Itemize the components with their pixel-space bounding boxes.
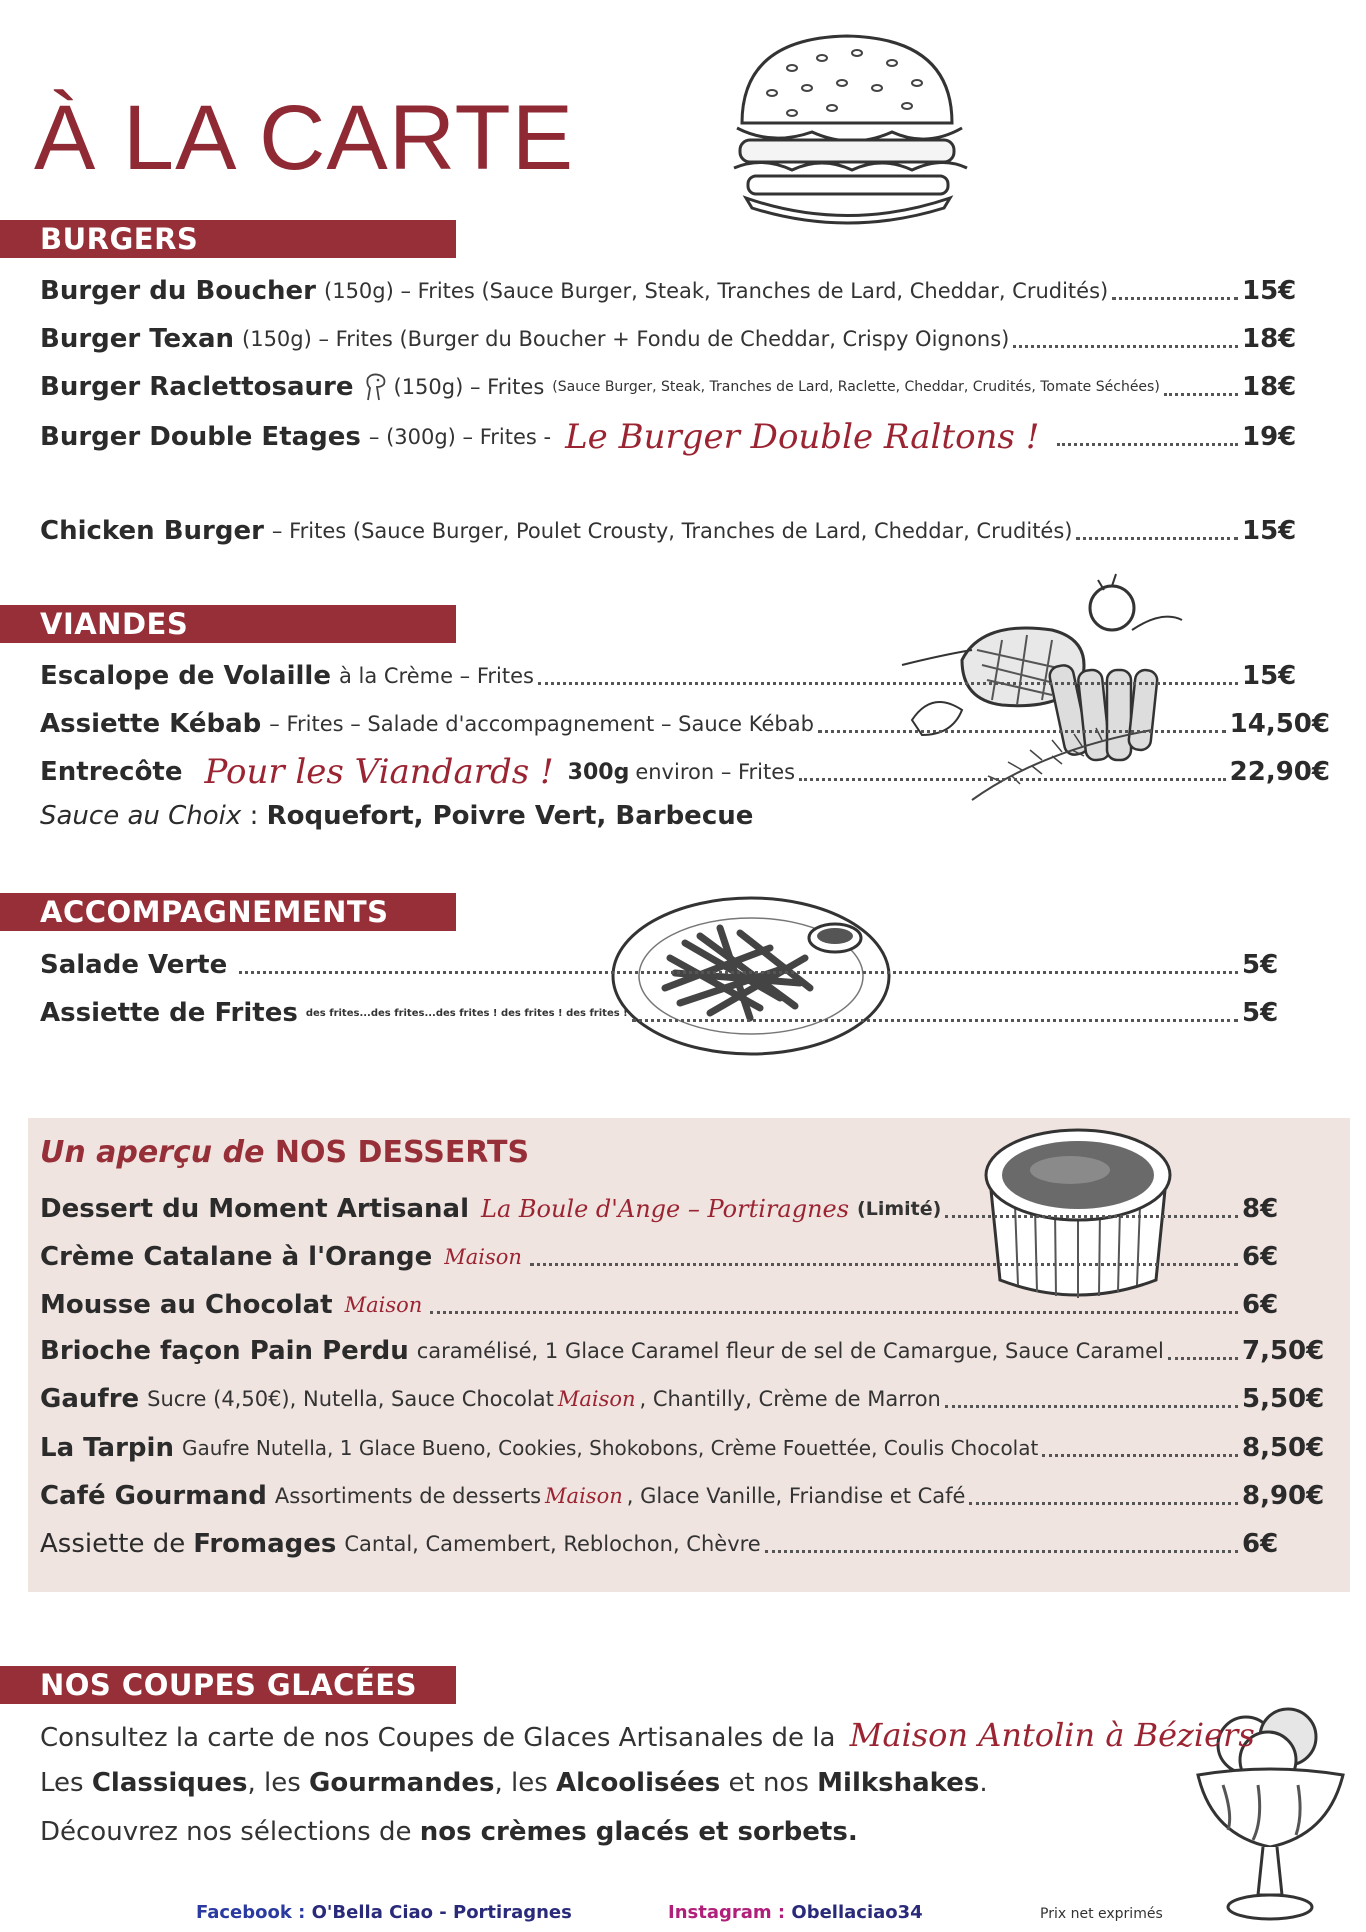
item-price: 8,90€ [1242, 1481, 1325, 1511]
menu-item [40, 704, 1330, 744]
item-desc: caramélisé, 1 Glace Caramel fleur de sel de Camargue, Sauce Caramel [416, 1339, 1164, 1363]
item-desc: Assortiments de desserts [274, 1484, 542, 1508]
burger-illustration [712, 28, 982, 228]
leader-dots [945, 1405, 1238, 1408]
sauce-values: Roquefort, Poivre Vert, Barbecue [266, 801, 754, 831]
item-price: 5€ [1242, 950, 1279, 980]
item-desc: – (300g) – Frites - [368, 425, 552, 449]
menu-item [40, 656, 1330, 696]
menu-item [40, 993, 1330, 1033]
coupes-bold: Alcoolisées [556, 1768, 721, 1798]
item-limited: (Limité) [857, 1198, 942, 1220]
item-price: 18€ [1242, 324, 1297, 354]
item-price: 8€ [1242, 1194, 1279, 1224]
item-desc-small: (Sauce Burger, Steak, Tranches de Lard, Raclette, Cheddar, Crudités, Tomate Séchées) [552, 379, 1160, 395]
item-desc: à la Crème – Frites [338, 664, 534, 688]
menu-item [40, 1234, 1330, 1280]
item-price: 18€ [1242, 372, 1297, 402]
coupes-text: , les [247, 1768, 301, 1798]
menu-item [40, 1186, 1330, 1232]
leader-dots [1112, 297, 1238, 300]
menu-item [40, 1379, 1330, 1419]
leader-dots [632, 1019, 1238, 1022]
page-title: À LA CARTE [34, 87, 575, 189]
item-name: Burger Texan [40, 324, 235, 354]
leader-dots [1164, 393, 1238, 396]
item-desc-extra: , Glace Vanille, Friandise et Café [626, 1484, 966, 1508]
item-desc: – Frites – Salade d'accompagnement – Sauce Kébab [269, 712, 814, 736]
item-name: Brioche façon Pain Perdu [40, 1336, 409, 1366]
coupes-line-3 [40, 1817, 858, 1847]
item-name: Chicken Burger [40, 516, 264, 546]
leader-dots [430, 1311, 1238, 1314]
item-desc: Gaufre Nutella, 1 Glace Bueno, Cookies, Shokobons, Crème Fouettée, Coulis Chocolat [181, 1436, 1039, 1460]
item-desc-extra: , Chantilly, Crème de Marron [639, 1387, 941, 1411]
coupes-line-1-script: Maison Antolin à Béziers [849, 1716, 1255, 1754]
coupes-text: Découvrez nos sélections de [40, 1817, 412, 1847]
item-name: Mousse au Chocolat [40, 1290, 333, 1320]
item-name: La Tarpin [40, 1433, 174, 1463]
item-price: 5€ [1242, 998, 1279, 1028]
leader-dots [1057, 443, 1238, 446]
leader-dots [765, 1550, 1238, 1553]
coupes-bold: Milkshakes [817, 1768, 980, 1798]
item-price: 7,50€ [1242, 1336, 1325, 1366]
desserts-heading-intro: Un aperçu de [40, 1135, 265, 1170]
leader-dots [538, 682, 1238, 685]
item-script: Pour les Viandards ! [204, 752, 554, 792]
item-price: 15€ [1242, 516, 1297, 546]
footer-instagram[interactable] [668, 1902, 923, 1923]
coupes-text: et nos [728, 1768, 809, 1798]
item-desc: (150g) – Frites (Burger du Boucher + Fondu de Cheddar, Crispy Oignons) [242, 327, 1010, 351]
leader-dots [945, 1215, 1238, 1218]
leader-dots [969, 1502, 1238, 1505]
item-name: Café Gourmand [40, 1481, 267, 1511]
item-script: Maison [344, 1293, 423, 1317]
leader-dots [799, 778, 1226, 781]
item-weight: 300g [567, 759, 630, 785]
section-accompagnements-heading: ACCOMPAGNEMENTS [0, 893, 456, 931]
item-price: 15€ [1242, 276, 1297, 306]
item-name: Salade Verte [40, 950, 228, 980]
item-name: Burger du Boucher [40, 276, 317, 306]
menu-item [40, 414, 1330, 460]
item-name: Dessert du Moment Artisanal [40, 1194, 469, 1224]
leader-dots [239, 971, 1238, 974]
item-desc: (150g) – Frites (Sauce Burger, Steak, Tranches de Lard, Cheddar, Crudités) [324, 279, 1109, 303]
item-desc-small: des frites...des frites...des frites ! des frites ! des frites ! [305, 1007, 628, 1019]
sauce-label: Sauce au Choix [40, 801, 242, 831]
leader-dots [1076, 537, 1238, 540]
leader-dots [818, 730, 1226, 733]
section-coupes-heading: NOS COUPES GLACÉES [0, 1666, 456, 1704]
item-name: Fromages [193, 1529, 337, 1559]
coupes-bold: Gourmandes [309, 1768, 495, 1798]
menu-item [40, 1476, 1330, 1516]
menu-item [40, 945, 1330, 985]
leader-dots [1042, 1454, 1238, 1457]
sauce-choice [40, 801, 753, 831]
item-desc: Cantal, Camembert, Reblochon, Chèvre [344, 1532, 761, 1556]
leader-dots [1013, 345, 1238, 348]
instagram-value: Obellaciao34 [791, 1902, 923, 1923]
item-name: Assiette Kébab [40, 709, 262, 739]
item-price: 8,50€ [1242, 1433, 1325, 1463]
item-desc: Sucre (4,50€), Nutella, Sauce Chocolat [147, 1387, 554, 1411]
item-script: Maison [444, 1245, 522, 1269]
coupes-text: . [979, 1768, 988, 1798]
desserts-heading-title: NOS DESSERTS [274, 1135, 530, 1170]
menu-item [40, 319, 1330, 359]
menu-item [40, 1428, 1330, 1468]
section-burgers-heading: BURGERS [0, 220, 456, 258]
item-script: Maison [557, 1387, 636, 1411]
menu-item [40, 1524, 1330, 1564]
item-name: Entrecôte [40, 757, 183, 787]
leader-dots [1168, 1357, 1238, 1360]
menu-item [40, 1331, 1330, 1371]
item-name: Assiette de Frites [40, 998, 298, 1028]
item-price: 6€ [1242, 1290, 1279, 1320]
facebook-label: Facebook : [196, 1902, 306, 1923]
item-price: 15€ [1242, 661, 1297, 691]
coupes-line-1 [40, 1716, 1255, 1754]
item-name: Escalope de Volaille [40, 661, 331, 691]
item-script: Le Burger Double Raltons ! [565, 417, 1040, 457]
menu-item [40, 749, 1330, 795]
item-price: 6€ [1242, 1242, 1279, 1272]
coupes-bold: Classiques [91, 1768, 248, 1798]
item-script: La Boule d'Ange – Portiragnes [481, 1195, 850, 1223]
coupes-line-1-text: Consultez la carte de nos Coupes de Glaces Artisanales de la [40, 1723, 836, 1753]
menu-item [40, 511, 1330, 551]
item-price: 5,50€ [1242, 1384, 1325, 1414]
footer-price-note: Prix net exprimés [1040, 1906, 1163, 1922]
leader-dots [530, 1263, 1238, 1266]
item-price: 22,90€ [1229, 757, 1330, 787]
footer-facebook[interactable] [196, 1902, 572, 1923]
sauce-separator: : [249, 801, 259, 831]
item-price: 6€ [1242, 1529, 1279, 1559]
item-desc: – Frites (Sauce Burger, Poulet Crousty, Tranches de Lard, Cheddar, Crudités) [271, 519, 1073, 543]
desserts-heading [40, 1135, 529, 1170]
item-desc: environ – Frites [635, 760, 796, 784]
instagram-label: Instagram : [668, 1902, 786, 1923]
coupes-text: , les [494, 1768, 548, 1798]
item-name: Burger Double Etages [40, 422, 361, 452]
item-name-prefix: Assiette de [40, 1529, 186, 1559]
menu-item [40, 271, 1330, 311]
section-viandes-heading: VIANDES [0, 605, 456, 643]
item-price: 14,50€ [1229, 709, 1330, 739]
item-name: Burger Raclettosaure [40, 372, 354, 402]
item-name: Crème Catalane à l'Orange [40, 1242, 433, 1272]
coupes-line-2 [40, 1768, 988, 1798]
dinosaur-icon [362, 372, 390, 402]
item-script: Maison [545, 1484, 623, 1508]
menu-item [40, 1282, 1330, 1328]
item-name: Gaufre [40, 1384, 140, 1414]
item-price: 19€ [1242, 422, 1297, 452]
facebook-value: O'Bella Ciao - Portiragnes [311, 1902, 572, 1923]
coupes-bold: nos crèmes glacés et sorbets. [419, 1817, 858, 1847]
menu-item [40, 367, 1330, 407]
item-desc: (150g) – Frites [393, 375, 545, 399]
coupes-text: Les [40, 1768, 84, 1798]
